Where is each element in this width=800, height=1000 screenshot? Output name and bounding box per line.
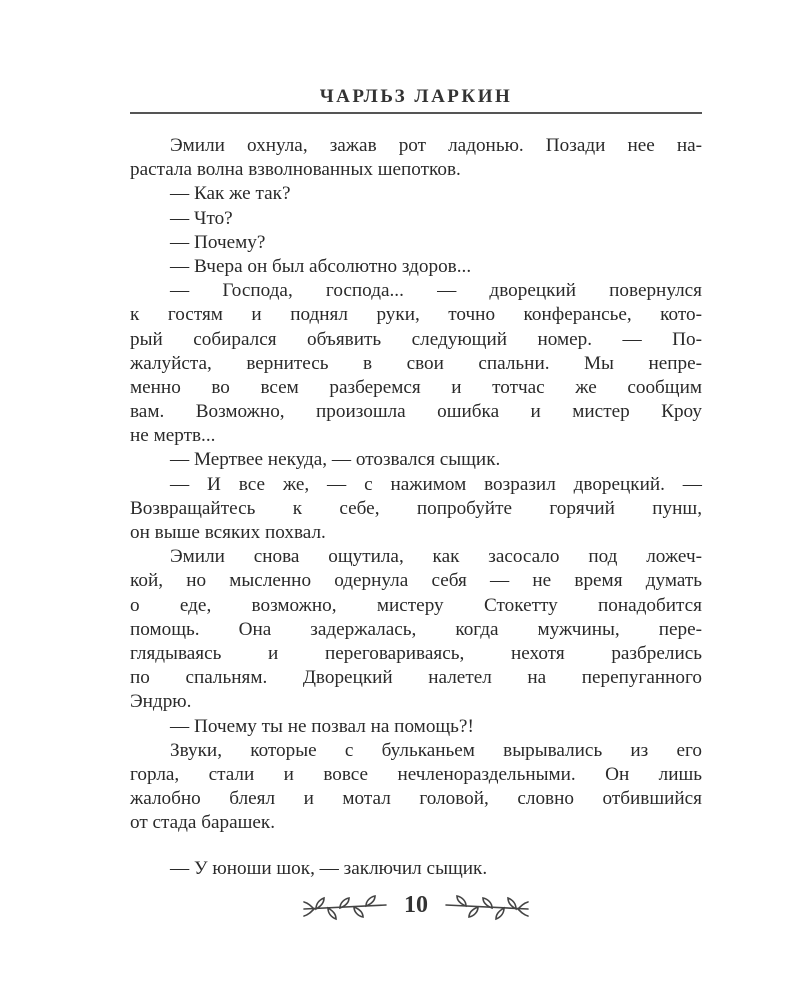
header-rule [130,112,702,114]
text-line: горла, стали и вовсе нечленораздельными. Он лишь [130,763,702,785]
leaf-branch-icon [300,890,390,926]
text-line: — Почему ты не позвал на помощь?! [170,715,474,737]
leaf-branch-icon [442,890,532,926]
text-line: Звуки, которые с бульканьем вырывались из его [170,739,702,761]
text-line: — Вчера он был абсолютно здоров... [170,255,472,277]
text-line: — И все же, — с нажимом возразил дворецкий. — [170,473,702,495]
text-line: вам. Возможно, произошла ошибка и мистер Кроу [130,401,702,423]
text-line: растала волна взволнованных шепотков. [130,159,461,181]
text-line: кой, но мысленно одернула себя — не время думать [130,570,702,592]
text-line: от стада барашек. [130,812,276,834]
text-line: о еде, возможно, мистеру Стокетту понадобится [130,594,702,616]
text-line: — Как же так? [170,183,291,205]
text-line: жалуйста, вернитесь в свои спальни. Мы непре- [130,352,702,374]
running-header: ЧАРЛЬЗ ЛАРКИН [319,86,513,107]
text-line: к гостям и поднял руки, точно конферансье, кото- [130,304,702,326]
text-line: Эмили охнула, зажав рот ладонью. Позади нее на- [170,135,702,156]
text-line: рый собирался объявить следующий номер. — По- [130,328,702,350]
page-footer [300,886,532,930]
text-line: помощь. Она задержалась, когда мужчины, пере- [130,618,702,640]
text-line: менно во всем разберемся и тотчас же сообщим [130,376,702,398]
text-line: Эндрю. [130,691,192,713]
body-text [130,134,702,882]
text-line: он выше всяких похвал. [130,522,326,543]
text-line: — Почему? [170,231,266,253]
text-line: глядываясь и переговариваясь, нехотя разбрелись [130,642,702,664]
text-line: не мертв... [130,425,216,447]
text-line: жалобно блеял и мотал головой, словно отбившийся [130,788,702,810]
text-line: — У юноши шок, — заключил сыщик. [170,858,488,880]
text-line: по спальням. Дворецкий налетел на перепуганного [130,667,702,689]
text-line: — Что? [170,207,233,229]
text-line: — Господа, господа... — дворецкий повернулся [170,280,702,302]
text-line: — Мертвее некуда, — отозвался сыщик. [170,449,501,471]
page-number: 10 [404,892,428,918]
text-line: Эмили снова ощутила, как засосало под ложеч- [170,546,702,568]
text-line: Возвращайтесь к себе, попробуйте горячий пунш, [130,497,702,519]
